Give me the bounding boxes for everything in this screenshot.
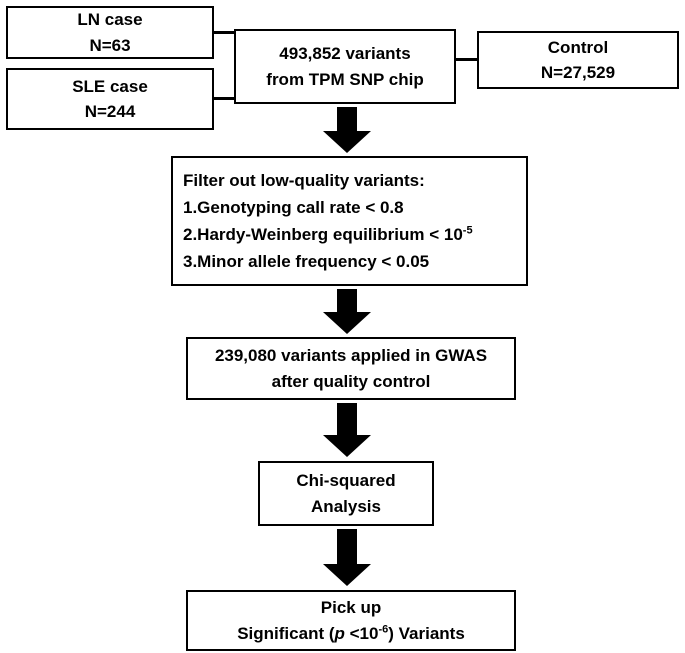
filter-item-maf: 3.Minor allele frequency < 0.05	[183, 252, 430, 272]
filter-box	[171, 156, 528, 286]
filter-item-hwe-exponent: -5	[462, 224, 473, 237]
down-arrow-4	[322, 529, 372, 586]
pickup-significance	[237, 621, 465, 647]
chi-squared-sub: Analysis	[311, 496, 381, 516]
gwas-note: after quality control	[271, 371, 431, 391]
ln-case-count: N=63	[89, 35, 131, 55]
pickup-box	[186, 590, 516, 651]
sle-case-box	[6, 68, 214, 130]
filter-item-call-rate: 1.Genotyping call rate < 0.8	[183, 197, 404, 217]
filter-title: Filter out low-quality variants:	[183, 170, 425, 190]
pickup-title: Pick up	[320, 598, 382, 617]
down-arrow-1-shape	[323, 107, 371, 153]
connector-sle-to-variants	[212, 97, 236, 100]
chi-squared-box	[258, 461, 434, 526]
down-arrow-2	[322, 289, 372, 334]
filter-item-hwe-text: 2.Hardy-Weinberg equilibrium < 10	[183, 225, 463, 244]
down-arrow-3	[322, 403, 372, 457]
filter-item-hwe	[183, 221, 473, 248]
variants-source: from TPM SNP chip	[266, 69, 424, 89]
control-label: Control	[547, 37, 609, 57]
pickup-sig-pre: Significant (	[237, 623, 335, 643]
down-arrow-4-shape	[323, 529, 371, 586]
pickup-sig-exponent: -6	[378, 622, 389, 635]
down-arrow-1	[322, 107, 372, 153]
pickup-sig-p: p	[334, 623, 345, 643]
variants-count: 493,852 variants	[279, 44, 411, 63]
sle-case-label: SLE case	[72, 76, 148, 96]
connector-variants-to-control	[454, 58, 479, 61]
connector-ln-to-variants	[212, 31, 236, 34]
ln-case-label: LN case	[77, 10, 143, 29]
control-count: N=27,529	[540, 63, 616, 82]
chi-squared-label: Chi-squared	[296, 471, 396, 490]
gwas-variants-count: 239,080 variants applied in GWAS	[214, 346, 488, 365]
gwas-box	[186, 337, 516, 400]
down-arrow-3-shape	[323, 403, 371, 457]
pickup-sig-post: ) Variants	[388, 623, 465, 643]
control-box	[477, 31, 679, 89]
pickup-sig-mid: <10	[344, 623, 379, 643]
variants-source-box	[234, 29, 456, 104]
ln-case-box	[6, 6, 214, 59]
sle-case-count: N=244	[84, 102, 136, 121]
down-arrow-2-shape	[323, 289, 371, 334]
